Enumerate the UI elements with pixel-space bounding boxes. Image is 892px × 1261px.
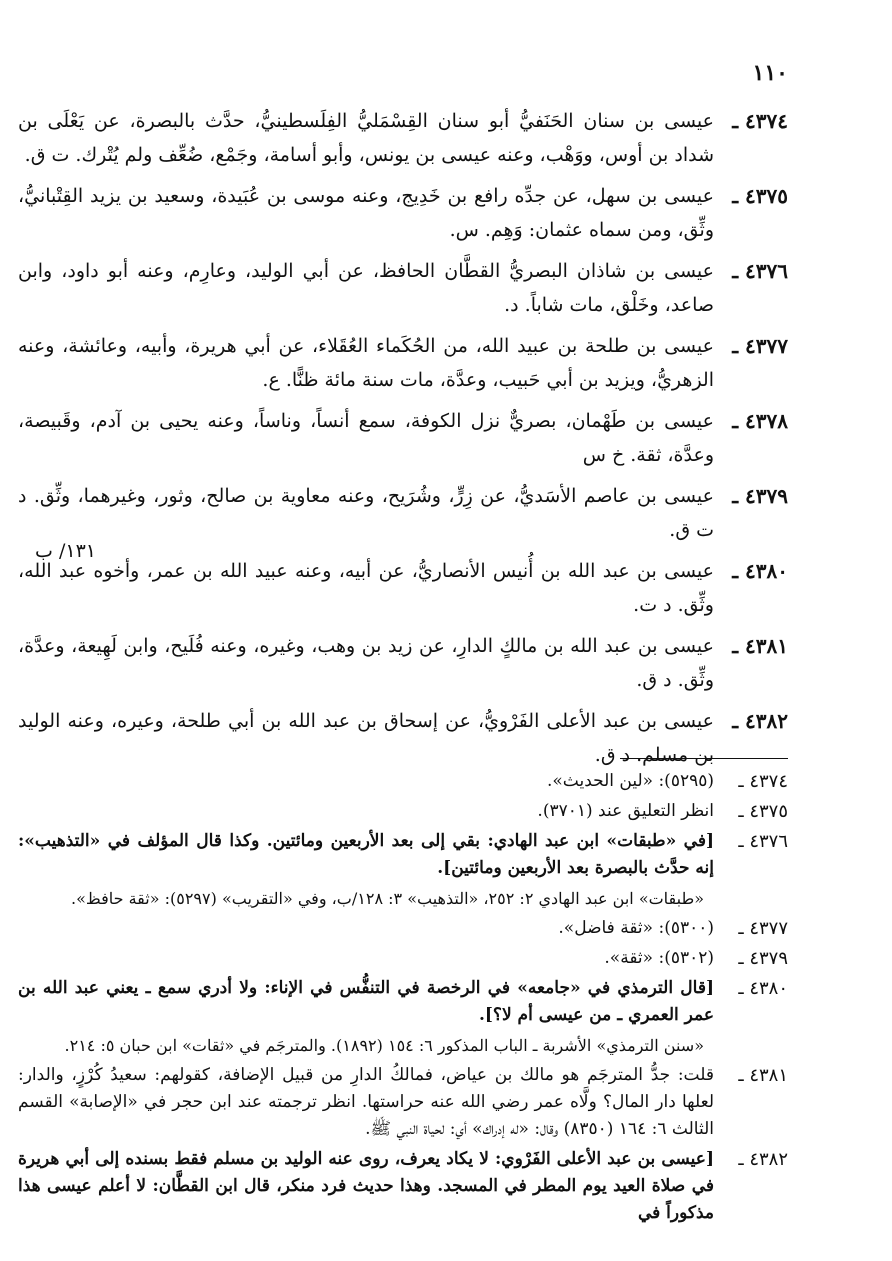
footnote xyxy=(18,768,788,795)
biography-entries xyxy=(18,104,788,779)
footnote-number: ٤٣٧٥ ـ xyxy=(738,801,788,822)
entry-text: عيسى بن عبد الله بن مالكٍ الدارِ، عن زيد بن وهب، وغيره، وعنه فُلَيح، وابن لَهِيعة، وعدَّة، وثِّق. د ق. xyxy=(18,635,714,691)
footnote xyxy=(18,828,788,882)
entry-number: ٤٣٨٠ ـ xyxy=(732,559,788,583)
footnote xyxy=(18,945,788,972)
entry-text: عيسى بن عبد الأعلى الفَرْويُّ، عن إسحاق بن عبد الله بن أبي طلحة، وعيره، وعنه الوليد بن مسلم. د ق. xyxy=(18,710,714,766)
footnote-number: ٤٣٨٢ ـ xyxy=(738,1149,788,1170)
footnote-source-reference: «طبقات» ابن عبد الهادي ٢: ٢٥٢، «التذهيب» ٣: ١٢٨/ب، وفي «التقريب» (٥٢٩٧): «ثقة حافظ». xyxy=(71,889,704,908)
biography-entry xyxy=(18,704,788,772)
biography-entry xyxy=(18,254,788,322)
margin-manuscript-reference: ١٣١/ ب xyxy=(35,540,96,562)
footnote-source-reference: «سنن الترمذي» الأشربة ـ الباب المذكور ٦: ١٥٤ (١٨٩٢). والمترجَم في «ثقات» ابن حبان ٥: ٢١٤. xyxy=(64,1036,704,1055)
footnote xyxy=(18,798,788,825)
entry-text: عيسى بن شاذان البصريُّ القطَّان الحافظ، عن أبي الوليد، وعارِم، وعنه أبو داود، وابن صاعد، وخَلْق، مات شاباً. د. xyxy=(18,260,714,316)
entry-text: عيسى بن سهل، عن جدِّه رافع بن خَدِيج، وعنه موسى بن عُبَيدة، وسعيد بن يزيد القِتْبانيُّ، وثِّق، ومن سماه عثمان: وَهِم. س. xyxy=(18,185,714,241)
entry-number: ٤٣٧٧ ـ xyxy=(732,334,788,358)
footnote-number: ٤٣٧٩ ـ xyxy=(738,948,788,969)
footnote-number: ٤٣٧٦ ـ xyxy=(738,831,788,852)
footnote xyxy=(18,975,788,1029)
footnote-number: ٤٣٨١ ـ xyxy=(738,1065,788,1086)
page-number: ١١٠ xyxy=(752,60,788,86)
footnote-number: ٤٣٧٧ ـ xyxy=(738,918,788,939)
footnote-separator xyxy=(620,758,788,759)
entry-text: عيسى بن عاصم الأسَديُّ، عن زِرٍّ، وشُرَيح، وعنه معاوية بن صالح، وثور، وغيرهما، وثِّق. د ت ق. xyxy=(18,485,714,541)
entry-text: عيسى بن سنان الحَنَفيُّ أبو سنان القِسْمَليُّ الفِلَسطينيُّ، حدَّث بالبصرة، عن يَعْلَى بن شداد بن أوس، ووَهْب، وعنه عيسى بن يونس، وأبو أسامة، وجَمْع، ضُعِّف ولم يُتْرك. ت ق. xyxy=(18,110,714,166)
footnote xyxy=(18,1062,788,1143)
footnote xyxy=(18,1146,788,1227)
footnote-text: (٥٢٩٥): «لين الحديث». xyxy=(546,771,714,791)
entry-number: ٤٣٨٢ ـ xyxy=(732,709,788,733)
biography-entry xyxy=(18,329,788,397)
footnote-number: ٤٣٧٤ ـ xyxy=(738,771,788,792)
entry-number: ٤٣٧٩ ـ xyxy=(732,484,788,508)
footnote xyxy=(18,915,788,942)
biography-entry xyxy=(18,179,788,247)
biography-entry xyxy=(18,479,788,547)
entry-number: ٤٣٧٥ ـ xyxy=(732,184,788,208)
entry-number: ٤٣٧٤ ـ xyxy=(732,109,788,133)
entry-text: عيسى بن عبد الله بن أُنيس الأنصاريُّ، عن أبيه، وعنه عبيد الله بن عمر، وأخوه عبد الله، وثِّق. د ت. xyxy=(18,560,714,616)
entry-number: ٤٣٧٦ ـ xyxy=(732,259,788,283)
footnote-text: [في «طبقات» ابن عبد الهادي: بقي إلى بعد الأربعين ومائتين. وكذا قال المؤلف في «التذهيب»: إنه حدَّث بالبصرة بعد الأربعين ومائتين]. xyxy=(18,831,714,878)
footnote-text: قلت: جدُّ المترجَم هو مالك بن عياض، فمالكُ الدارِ من قبيل الإضافة، كقولهم: سعيدُ كُرْزٍ، والدار: لعلها دار المال؟ ولَّاه عمر رضي الله عنه حراستها. انظر ترجمته عند ابن حجر في «الإصابة» القسم الثالث ٦: ١٦٤ (٨٣٥٠) وقال: «له إدراك» أي: لحياة النبي ﷺ. xyxy=(18,1065,714,1139)
entry-number: ٤٣٧٨ ـ xyxy=(732,409,788,433)
entry-number: ٤٣٨١ ـ xyxy=(732,634,788,658)
footnote-text: (٥٣٠٢): «ثقة». xyxy=(604,948,714,968)
entry-text: عيسى بن طلحة بن عبيد الله، من الحُكَماء العُقَلاء، عن أبي هريرة، وأبيه، وعائشة، وعنه الزهريُّ، ويزيد بن أبي حَبيب، وعدَّة، مات سنة مائة ظنًّا. ع. xyxy=(18,335,714,391)
biography-entry xyxy=(18,404,788,472)
entry-text: عيسى بن طَهْمان، بصريٌّ نزل الكوفة، سمع أنساً، وناساً، وعنه يحيى بن آدم، وقَبيصة، وعدَّة، ثقة. خ س xyxy=(18,410,714,466)
footnotes xyxy=(18,768,788,1230)
footnote-text: انظر التعليق عند (٣٧٠١). xyxy=(537,801,714,821)
footnote-text: [قال الترمذي في «جامعه» في الرخصة في التنفُّس في الإناء: ولا أدري سمع ـ يعني عبد الله بن عمر العمري ـ من عيسى أم لا؟]. xyxy=(18,978,714,1025)
biography-entry xyxy=(18,554,788,622)
biography-entry xyxy=(18,104,788,172)
footnote-text: [عيسى بن عبد الأعلى الفَرْوي: لا يكاد يعرف، روى عنه الوليد بن مسلم فقط بسنده إلى أبي هريرة في صلاة العيد يوم المطر في المسجد. وهذا حديث فرد منكر، قال ابن القطَّان: لا أعلم عيسى هذا مذكوراً في xyxy=(18,1149,714,1223)
footnote-text: (٥٣٠٠): «ثقة فاضل». xyxy=(558,918,714,938)
biography-entry xyxy=(18,629,788,697)
footnote-number: ٤٣٨٠ ـ xyxy=(738,978,788,999)
